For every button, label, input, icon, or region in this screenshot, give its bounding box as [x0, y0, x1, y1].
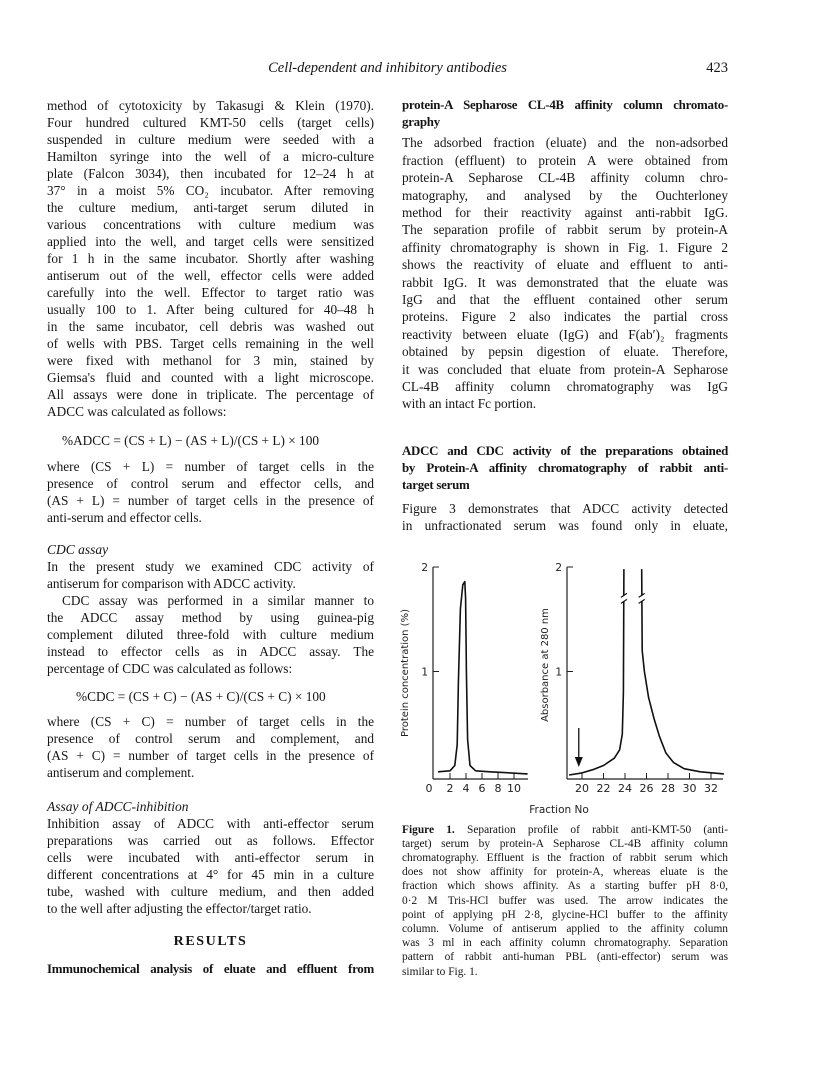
x-axis-title: Fraction No [529, 804, 589, 816]
text-line: graphy [402, 114, 440, 129]
results-heading: RESULTS [173, 934, 248, 949]
text-line: method of cytotoxicity by Takasugi & Klein (1970). [47, 97, 374, 113]
text-line: carefully into the well. Effector to target ratio was [47, 284, 374, 300]
text-line: the ADCC assay method by using guinea-pig [47, 609, 374, 625]
text-line: proteins. Figure 2 also indicates the partial cross [402, 309, 728, 325]
text-line: point of applying pH 2·8, glycine-HCl buffer to the affinity [402, 908, 728, 921]
text-line: to the well after adjusting the effector/target ratio. [47, 900, 312, 916]
text-line: various concentrations with culture medium was [47, 216, 374, 232]
axis-break-mark [621, 593, 627, 597]
y-tick-label: 2 [555, 562, 562, 574]
text-line: for 1 h in the same incubator. Shortly after washing [47, 250, 374, 266]
text-line: in the same incubator, cell debris was washed out [47, 318, 374, 334]
x-tick-label: 22 [596, 782, 611, 795]
series-line-effluent [438, 582, 528, 774]
text-line: suspended in culture medium were seeded with a [47, 131, 374, 147]
x-tick-label: 28 [661, 782, 675, 795]
x-tick-label: 26 [639, 782, 654, 795]
x-tick-label: 32 [704, 782, 718, 795]
y-tick-label: 2 [421, 562, 428, 574]
text-line: method for their reactivity against anti-rabbit IgG. [402, 204, 728, 220]
text-line: anti-serum and effector cells. [47, 509, 202, 525]
text-line: (AS + C) = number of target cells in the presence of [47, 747, 374, 763]
text-line: does not show affinity for protein-A, whereas eluate is the [402, 866, 728, 879]
inhibition-paragraph [47, 815, 374, 917]
text-line: reactivity between eluate (IgG) and F(ab′)₂ fragments [402, 326, 728, 342]
text-line: antiserum and complement. [47, 764, 195, 780]
text-line: presence of control serum and effector cells, and [47, 475, 374, 491]
page-number: 423 [706, 60, 728, 76]
immunochemical-heading-continued [402, 97, 728, 131]
text-line: instead to effector cells as in ADCC assay. The [47, 643, 374, 659]
text-line: obtained by pepsin digestion of eluate. Therefore, [402, 344, 728, 360]
text-line: ADCC was calculated as follows: [47, 403, 227, 419]
y-axis-title: Absorbance at 280 nm [540, 608, 551, 722]
text-line: tube, washed with culture medium, and then added [47, 883, 374, 899]
text-line: similar to Fig. 1. [402, 965, 478, 978]
text-line: was 3 ml in each affinity column chromatography. Separation [402, 937, 728, 950]
adcc-where-paragraph [47, 458, 374, 526]
text-line: column. Volume of antiserum applied to the affinity column [402, 922, 728, 935]
text-line: the culture medium, anti-target serum diluted in [47, 199, 374, 215]
adcc-inhibition-heading: Assay of ADCC-inhibition [47, 798, 189, 814]
x-tick-label: 8 [494, 782, 502, 795]
text-line: in unfractionated serum was found only in eluate, [402, 517, 728, 533]
text-line: Immunochemical analysis of eluate and effluent from [47, 961, 374, 976]
cdc-where-paragraph [47, 713, 374, 781]
text-line: pattern of rabbit anti-human PBL (anti-effector) serum was [402, 951, 728, 964]
figure-label: Figure 1. [402, 823, 455, 836]
axis-break-mark [639, 593, 645, 597]
text-line: CDC assay was performed in a similar manner to [62, 592, 374, 608]
text-line: CL-4B affinity column chromatography was IgG [402, 378, 728, 394]
text-line: Four hundred cultured KMT-50 cells (target cells) [47, 114, 374, 130]
text-line: rabbit IgG. It was demonstrated that the eluate was [402, 274, 728, 290]
text-line: were fixed with methanol for 3 min, stained by [47, 352, 374, 368]
text-line: In the present study we examined CDC activity of [47, 558, 374, 574]
axis-break-gap [639, 595, 645, 601]
cdc-formula: %CDC = (CS + C) − (AS + C)/(CS + C) × 100 [76, 689, 326, 704]
methods-paragraph [47, 97, 374, 420]
adcc-formula: %ADCC = (CS + L) − (AS + L)/(CS + L) × 100 [62, 433, 320, 448]
x-tick-label: 20 [575, 782, 589, 795]
text-line: target) serum by protein-A Sepharose CL-4B affinity column [402, 837, 728, 850]
text-line: different concentrations at 4° for 45 min in a culture [47, 866, 374, 882]
axis-break-mark [621, 599, 627, 603]
text-line: usually 100 to 1. After being cultured for 40–48 h [47, 301, 374, 317]
text-line: target serum [402, 478, 470, 493]
cdc-assay-heading: CDC assay [47, 541, 109, 557]
text-line: Inhibition assay of ADCC with anti-effector serum [47, 815, 374, 831]
text-line: (AS + L) = number of target cells in the presence of [47, 492, 374, 508]
x-tick-label: 30 [682, 782, 697, 795]
caption-line [402, 823, 728, 837]
text-line: protein-A Sepharose CL-4B affinity column chromato- [402, 97, 728, 112]
text-line: shows the reactivity of eluate and effluent to anti- [402, 257, 728, 273]
y-axis-title: Protein concentration (%) [400, 609, 411, 737]
text-line: 0·2 M Tris-HCl buffer was used. The arrow indicates the [402, 894, 728, 907]
text-line: ADCC and CDC activity of the preparations obtained [402, 444, 728, 458]
text-line: antiserum for comparison with ADCC activity. [47, 575, 296, 591]
figure-1-caption [402, 823, 728, 979]
text-line: The separation profile of rabbit serum by protein-A [402, 222, 728, 238]
arrow-head-icon [575, 757, 583, 767]
text-line: where (CS + L) = number of target cells in the [47, 458, 374, 474]
text-line: fraction (effluent) to protein A were obtained from [402, 152, 728, 168]
text-line: of wells with PBS. Target cells remaining in the well [47, 335, 374, 351]
text-line: The adsorbed fraction (eluate) and the non-adsorbed [402, 135, 728, 151]
x-tick-label: 6 [478, 782, 486, 795]
x-tick-label: 0 [425, 782, 433, 795]
text-line: Figure 3 demonstrates that ADCC activity detected [402, 500, 728, 516]
x-tick-label: 4 [462, 782, 470, 795]
x-tick-label: 24 [618, 782, 632, 795]
text-line: fraction which shows affinity. As a starting buffer pH 8·0, [402, 880, 728, 893]
y-tick-label: 1 [555, 666, 562, 679]
immunochemical-paragraph [402, 134, 728, 413]
caption-text: Separation profile of rabbit anti-KMT-50 (anti- [466, 823, 729, 836]
x-tick-label: 10 [507, 782, 521, 795]
text-line: preparations was carried out as follows. Effector [47, 832, 374, 848]
text-line: chromatography. Effluent is the fraction of rabbit serum which [402, 851, 728, 864]
text-line: complement diluted three-fold with culture medium [47, 626, 374, 642]
text-line: affinity chromatography is shown in Fig. 1. Figure 2 [402, 239, 728, 255]
series-line-eluate-fall [642, 569, 724, 774]
cdc-paragraph-2 [47, 592, 374, 677]
text-line: cells were incubated with anti-effector serum in [47, 849, 374, 865]
axis-break-gap [621, 595, 627, 601]
adcc-cdc-paragraph [402, 500, 728, 534]
y-tick-label: 1 [421, 666, 428, 679]
text-line: matography, and analysed by the Ouchterloney [402, 187, 728, 203]
text-line: by Protein-A affinity chromatography of rabbit anti- [402, 461, 728, 476]
adcc-cdc-heading [402, 443, 728, 495]
axis-break-mark [639, 599, 645, 603]
immunochemical-heading [47, 961, 374, 978]
text-line: plate (Falcon 3034), then incubated for 12–24 h at [47, 165, 374, 181]
text-line: presence of control serum and complement, and [47, 730, 374, 746]
text-line: Hamilton syringe into the well of a micro-culture [47, 148, 374, 164]
text-line: protein-A Sepharose CL-4B affinity column chro- [402, 170, 728, 186]
text-line: All assays were done in triplicate. The percentage of [47, 386, 374, 402]
cdc-paragraph-1 [47, 558, 374, 592]
running-title: Cell-dependent and inhibitory antibodies [268, 60, 507, 76]
text-line: Giemsa's fluid and counted with a light microscope. [47, 369, 374, 385]
series-line-eluate-rise [569, 569, 624, 775]
text-line: applied into the well, and target cells were sensitized [47, 233, 374, 249]
text-line: 37° in a moist 5% CO₂ incubator. After removing [47, 182, 374, 198]
text-line: with an intact Fc portion. [402, 396, 537, 412]
text-line: it was concluded that eluate from protein-A Sepharose [402, 361, 728, 377]
text-line: IgG and that the effluent contained other serum [402, 291, 728, 307]
text-line: where (CS + C) = number of target cells in the [47, 713, 374, 729]
x-tick-label: 2 [446, 782, 454, 795]
text-line: antiserum out of the well, effector cells were added [47, 267, 374, 283]
text-line: percentage of CDC was calculated as follows: [47, 660, 293, 676]
